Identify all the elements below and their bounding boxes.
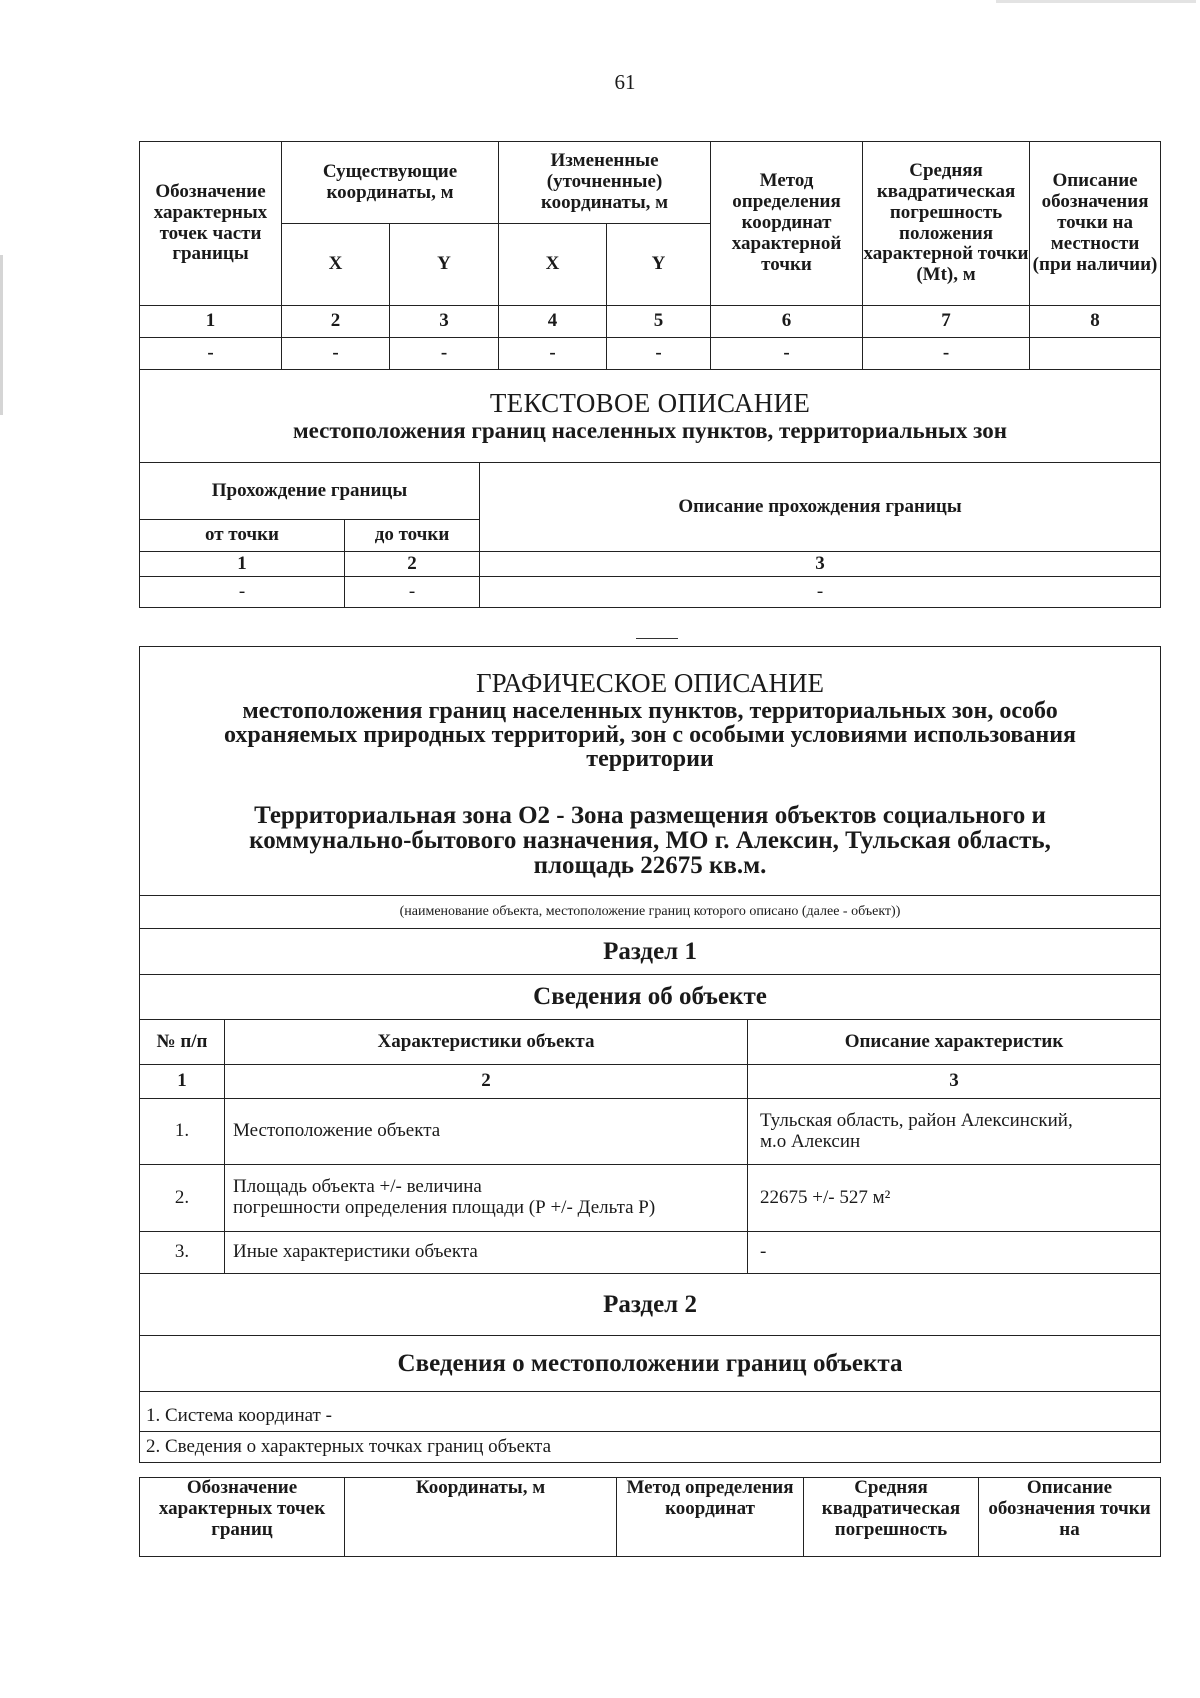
- graphic-title: ГРАФИЧЕСКОЕ ОПИСАНИЕ: [475, 668, 825, 698]
- text-description-title-cell: [140, 370, 1161, 463]
- section-2-title: Сведения о местоположении границ объекта: [140, 1336, 1161, 1392]
- graphic-description-table: [139, 646, 1161, 1463]
- coordinates-table: [139, 141, 1161, 370]
- text-description-subtitle: местоположения границ населенных пунктов, территориальных зон: [293, 418, 1007, 444]
- header-passage: Прохождение границы: [140, 463, 480, 520]
- characteristic-value: 22675 +/- 527 м²: [748, 1165, 1161, 1232]
- characteristic-name-line-1: Площадь объекта +/- величина: [233, 1176, 482, 1198]
- section-1-title: Сведения об объекте: [140, 975, 1161, 1020]
- scan-artifact: [0, 255, 3, 415]
- table-cell: -: [480, 577, 1161, 608]
- header-coordinates: Координаты, м: [345, 1478, 617, 1557]
- object-name-3: площадь 22675 кв.м.: [533, 851, 767, 879]
- header-characteristic-description: Описание характеристик: [748, 1020, 1161, 1065]
- text-description-table: [139, 369, 1161, 608]
- header-row-number: № п/п: [140, 1020, 225, 1065]
- header-y: Y: [390, 224, 499, 306]
- table-cell: -: [711, 338, 863, 370]
- points-info: 2. Сведения о характерных точках границ объекта: [140, 1432, 1161, 1463]
- characteristic-value: -: [748, 1232, 1161, 1274]
- column-number: 5: [607, 306, 711, 338]
- text-description-title: ТЕКСТОВОЕ ОПИСАНИЕ: [489, 387, 811, 418]
- section-2-label: Раздел 2: [140, 1274, 1161, 1336]
- characteristic-value: [748, 1099, 1161, 1165]
- characteristic-name: Иные характеристики объекта: [225, 1232, 748, 1274]
- header-point-description: Описание обозначения точки на местности (при наличии): [1030, 142, 1161, 306]
- graphic-subtitle-1: местоположения границ населенных пунктов, территориальных зон, особо: [242, 697, 1058, 724]
- boundary-points-table: [139, 1477, 1161, 1557]
- scan-artifact: [996, 0, 1196, 3]
- column-number: 2: [282, 306, 390, 338]
- column-number: 3: [390, 306, 499, 338]
- header-y: Y: [607, 224, 711, 306]
- row-number: 3.: [140, 1232, 225, 1274]
- characteristic-name-line-2: погрешности определения площади (Р +/- Дельта Р): [233, 1197, 656, 1218]
- header-error: Средняя квадратическая погрешность положения характерной точки (Mt), м: [863, 142, 1030, 306]
- graphic-header-cell: [140, 647, 1161, 896]
- graphic-subtitle-3: территории: [586, 745, 714, 772]
- section-1-label: Раздел 1: [140, 929, 1161, 975]
- header-method: Метод определения координат характерной точки: [711, 142, 863, 306]
- column-number: 6: [711, 306, 863, 338]
- header-point-designation: Обозначение характерных точек части границы: [140, 142, 282, 306]
- object-name-2: коммунально-бытового назначения, МО г. Алексин, Тульская область,: [249, 826, 1051, 854]
- column-number: 8: [1030, 306, 1161, 338]
- column-number: 3: [748, 1065, 1161, 1099]
- header-changed-coords: Измененные (уточненные) координаты, м: [499, 142, 711, 224]
- object-name-1: Территориальная зона О2 - Зона размещения объектов социального и: [254, 801, 1046, 829]
- table-cell: -: [390, 338, 499, 370]
- table-cell: -: [607, 338, 711, 370]
- object-caption: (наименование объекта, местоположение границ которого описано (далее - объект)): [140, 896, 1161, 929]
- column-number: 7: [863, 306, 1030, 338]
- graphic-subtitle-2: охраняемых природных территорий, зон с особыми условиями использования: [223, 721, 1077, 748]
- table-cell: -: [863, 338, 1030, 370]
- header-method: Метод определения координат: [617, 1478, 804, 1557]
- table-cell: [1030, 338, 1161, 370]
- table-cell: -: [140, 577, 345, 608]
- table-cell: -: [345, 577, 480, 608]
- row-number: 1.: [140, 1099, 225, 1165]
- column-number: 2: [225, 1065, 748, 1099]
- header-passage-description: Описание прохождения границы: [480, 463, 1161, 552]
- header-x: X: [499, 224, 607, 306]
- table-cell: -: [282, 338, 390, 370]
- column-number: 4: [499, 306, 607, 338]
- characteristic-value-line-1: Тульская область, район Алексинский,: [760, 1109, 1073, 1131]
- column-number: 1: [140, 1065, 225, 1099]
- header-existing-coords: Существующие координаты, м: [282, 142, 499, 224]
- column-number: 2: [345, 552, 480, 577]
- header-boundary-point: Обозначение характерных точек границ: [140, 1478, 345, 1557]
- row-number: 2.: [140, 1165, 225, 1232]
- header-to-point: до точки: [345, 520, 480, 552]
- column-number: 1: [140, 552, 345, 577]
- column-number: 3: [480, 552, 1161, 577]
- header-point-description: Описание обозначения точки на: [979, 1478, 1161, 1557]
- table-cell: -: [140, 338, 282, 370]
- coordinate-system: 1. Система координат -: [140, 1392, 1161, 1432]
- column-number: 1: [140, 306, 282, 338]
- separator-line: [636, 638, 678, 639]
- header-from-point: от точки: [140, 520, 345, 552]
- characteristic-value-line-2: м.о Алексин: [760, 1130, 861, 1152]
- page-number: 61: [614, 70, 636, 94]
- table-cell: -: [499, 338, 607, 370]
- header-x: X: [282, 224, 390, 306]
- header-characteristic: Характеристики объекта: [225, 1020, 748, 1065]
- header-error: Средняя квадратическая погрешность: [804, 1478, 979, 1557]
- characteristic-name: [225, 1165, 748, 1232]
- characteristic-name: Местоположение объекта: [225, 1099, 748, 1165]
